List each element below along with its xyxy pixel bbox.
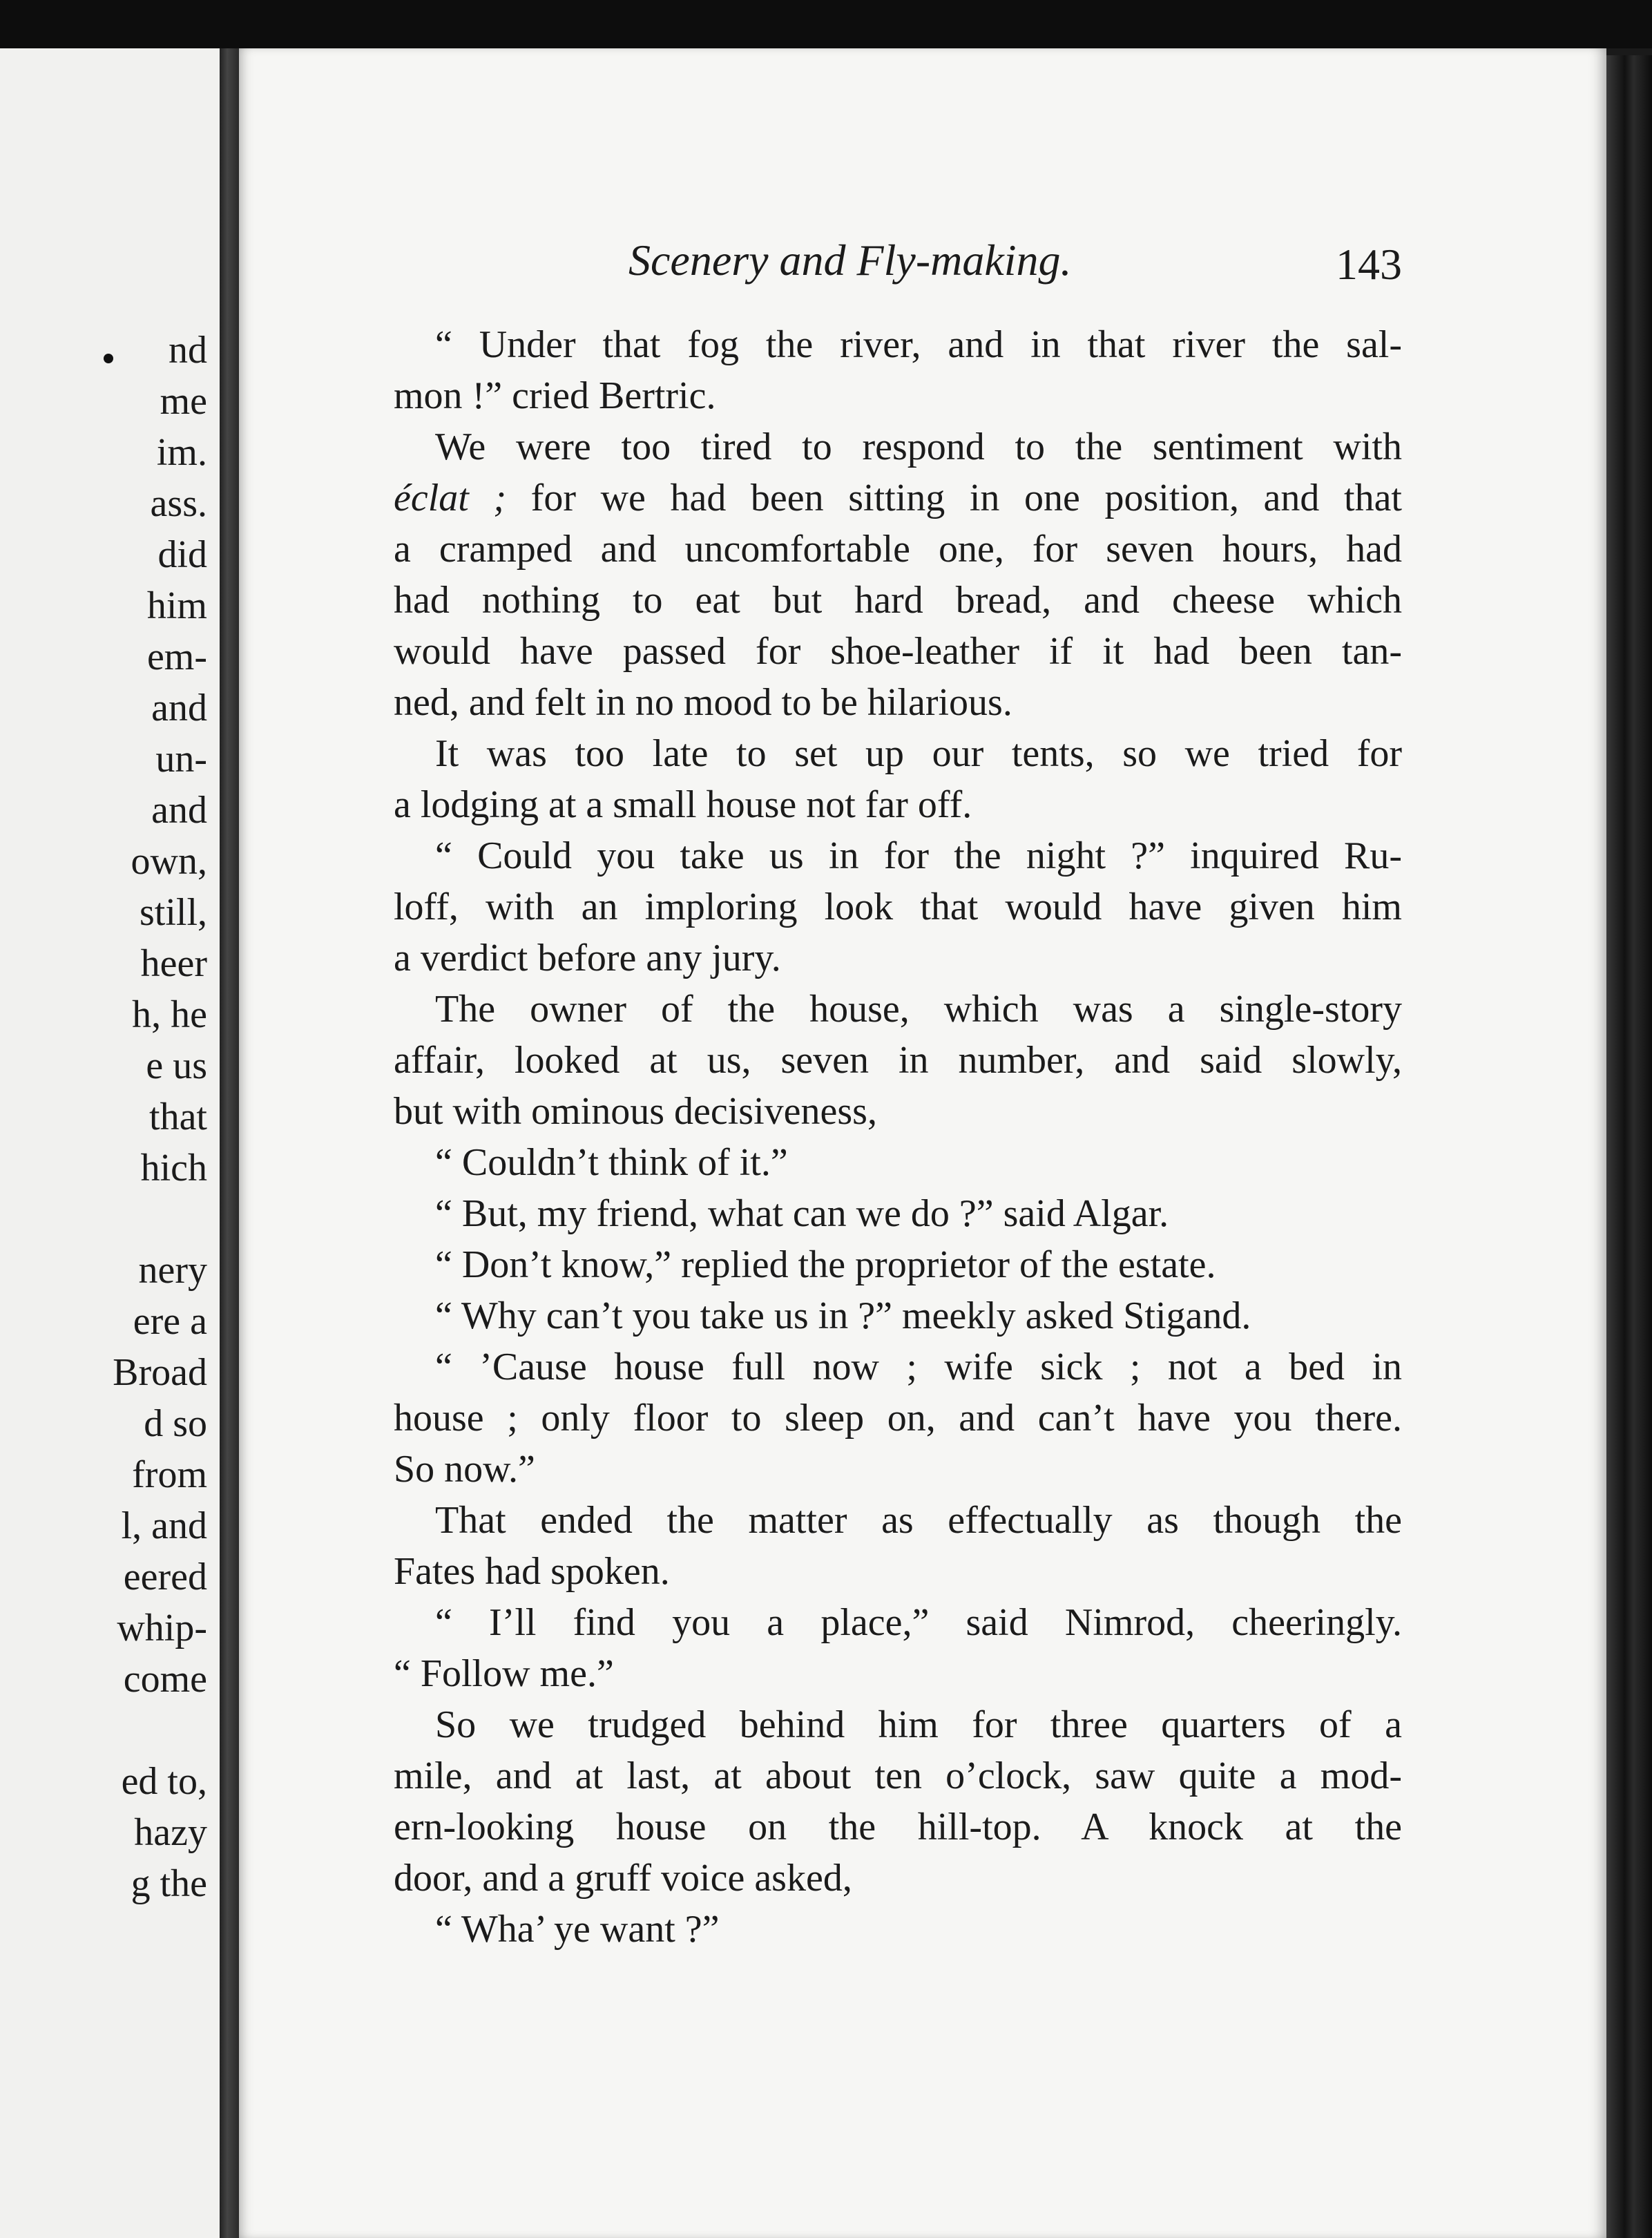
left-fragment-line: nery xyxy=(138,1249,207,1292)
italic-word: éclat ; xyxy=(394,477,507,519)
left-fragment-line: from xyxy=(132,1453,207,1496)
book-gutter xyxy=(220,48,239,2238)
left-fragment-line: come xyxy=(123,1658,207,1701)
text-line: but with ominous decisiveness, xyxy=(394,1090,877,1133)
left-fragment-line: d so xyxy=(144,1402,207,1445)
left-fragment-line: him xyxy=(146,584,207,627)
left-fragment-line: still, xyxy=(139,891,207,934)
left-fragment-line: and xyxy=(151,687,207,729)
text-line: “ Wha’ ye want ?” xyxy=(435,1908,720,1951)
left-fragment-line: own, xyxy=(131,840,207,883)
left-fragment-line: nd xyxy=(169,329,207,372)
left-fragment-line: un- xyxy=(155,738,207,781)
running-head: Scenery and Fly-making. xyxy=(628,236,1072,285)
left-fragment-line: eered xyxy=(123,1556,207,1598)
text-line: “ But, my friend, what can we do ?” said Algar. xyxy=(435,1192,1169,1235)
left-fragment-line: ed to, xyxy=(121,1760,207,1803)
text-line: “ ’Cause house full now ; wife sick ; not a bed in xyxy=(435,1346,1402,1388)
left-fragment-line xyxy=(0,1705,207,1756)
left-fragment-line: ass. xyxy=(150,482,207,525)
left-fragment-line: hich xyxy=(140,1147,207,1189)
left-fragment-line: e us xyxy=(146,1044,207,1087)
text-line: a cramped and uncomfortable one, for seven hours, had xyxy=(394,528,1402,571)
left-fragment-line: that xyxy=(149,1096,207,1138)
text-line: “ Couldn’t think of it.” xyxy=(435,1141,788,1184)
text-line: That ended the matter as effectually as though the xyxy=(435,1499,1402,1542)
left-page-text-fragments xyxy=(0,325,207,1909)
left-fragment-line: g the xyxy=(131,1862,207,1905)
text-line: house ; only floor to sleep on, and can’t have you there. xyxy=(394,1397,1402,1440)
text-line: door, and a gruff voice asked, xyxy=(394,1857,852,1900)
text-line: “ I’ll find you a place,” said Nimrod, cheeringly. xyxy=(435,1601,1402,1644)
text-line: ned, and felt in no mood to be hilarious. xyxy=(394,681,1012,724)
book-edge xyxy=(1606,55,1652,2238)
left-fragment-line: em- xyxy=(146,635,207,678)
text-line: “ Don’t know,” replied the proprietor of the estate. xyxy=(435,1243,1216,1286)
text-line: loff, with an imploring look that would have given him xyxy=(394,886,1402,928)
left-fragment-line: me xyxy=(160,380,207,423)
text-line: mon !” cried Bertric. xyxy=(394,374,716,417)
left-fragment-line: Broad xyxy=(113,1351,207,1394)
text-line: had nothing to eat but hard bread, and cheese which xyxy=(394,579,1402,622)
left-fragment-line xyxy=(0,1194,207,1245)
text-line: would have passed for shoe-leather if it had been tan- xyxy=(394,630,1402,673)
left-fragment-line: hazy xyxy=(134,1811,207,1854)
text-line: So we trudged behind him for three quarters of a xyxy=(435,1703,1402,1746)
text-line: “ Under that fog the river, and in that river the sal- xyxy=(435,323,1402,366)
text-line: ern-looking house on the hill-top. A knock at the xyxy=(394,1806,1402,1848)
text-line: “ Follow me.” xyxy=(394,1652,614,1695)
text-line: “ Why can’t you take us in ?” meekly asked Stigand. xyxy=(435,1294,1251,1337)
text-line: mile, and at last, at about ten o’clock, saw quite a mod- xyxy=(394,1754,1402,1797)
text-line: “ Could you take us in for the night ?” inquired Ru- xyxy=(435,834,1402,877)
text-line: Fates had spoken. xyxy=(394,1550,670,1593)
body-text xyxy=(394,319,1402,1955)
line-text: for we had been sitting in one position, and that xyxy=(506,477,1402,519)
text-line xyxy=(394,472,1402,524)
left-fragment-line: im. xyxy=(156,431,207,474)
text-line: So now.” xyxy=(394,1448,535,1491)
left-fragment-line: h, he xyxy=(132,993,207,1036)
scan-top-border xyxy=(0,0,1652,48)
left-fragment-line: and xyxy=(151,789,207,832)
left-fragment-line: heer xyxy=(140,942,207,985)
left-fragment-line: did xyxy=(157,533,207,576)
text-line: The owner of the house, which was a single-story xyxy=(435,988,1402,1031)
left-fragment-line: whip- xyxy=(117,1607,207,1649)
text-line: We were too tired to respond to the sentiment with xyxy=(435,425,1402,468)
left-fragment-line: ere a xyxy=(133,1300,207,1343)
text-line: affair, looked at us, seven in number, and said slowly, xyxy=(394,1039,1402,1082)
page-number: 143 xyxy=(1336,240,1402,289)
left-fragment-line: l, and xyxy=(121,1504,207,1547)
text-line: a verdict before any jury. xyxy=(394,937,781,979)
text-line: It was too late to set up our tents, so we tried for xyxy=(435,732,1402,775)
text-line: a lodging at a small house not far off. xyxy=(394,783,972,826)
